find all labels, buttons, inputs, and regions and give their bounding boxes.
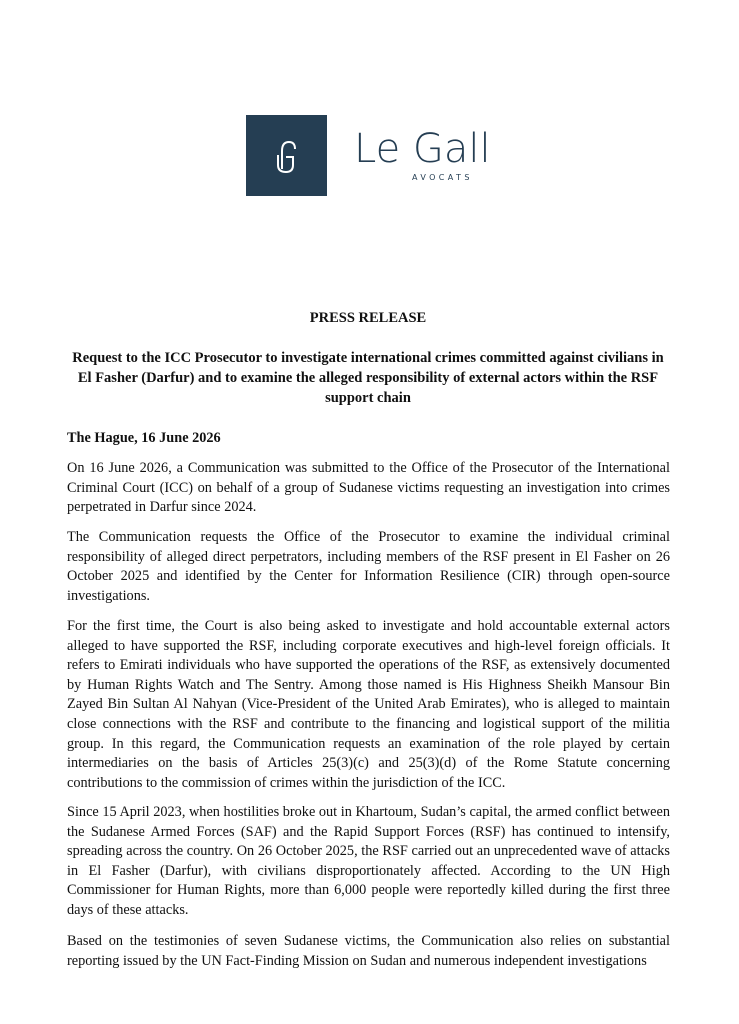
paragraph: Since 15 April 2023, when hostilities broke out in Khartoum, Sudan’s capital, the armed conflict between the Sudanese Armed Forces (SAF) and the Rapid Support Forces (RSF) has continued to intensify, spreading across the country. On 26 October 2025, the RSF carried out an unprecedented wave of attacks in El Fasher (Darfur), with civilians disproportionately affected. According to the UN High Commissioner for Human Rights, more than 6,000 people were reportedly killed during the first three days of these attacks. [67, 804, 670, 918]
paragraph: Based on the testimonies of seven Sudanese victims, the Communication also relies on substantial reporting issued by the UN Fact-Finding Mission on Sudan and numerous independent investigations [67, 933, 670, 969]
document-title: PRESS RELEASE [309, 310, 427, 326]
paragraph: On 16 June 2026, a Communication was submitted to the Office of the Prosecutor of the International Criminal Court (ICC) on behalf of a group of Sudanese victims requesting an investigation into crimes perpetrated in Darfur since 2024. [67, 460, 670, 516]
paragraph: For the first time, the Court is also being asked to investigate and hold accountable external actors alleged to have supported the RSF, including corporate executives and high-level foreign officials. It refers to Emirati individuals who have supported the operations of the RSF, as extensively documented by Human Rights Watch and The Sentry. Among those named is His Highness Sheikh Mansour Bin Zayed Bin Sultan Al Nahyan (Vice-President of the United Arab Emirates), who is alleged to maintain close connections with the RSF and contribute to the financing and logistical support of the militia group. In this regard, the Communication requests an examination of the role played by certain intermediaries on the basis of Articles 25(3)(c) and 25(3)(d) of the Rome Statute concerning contributions to the commission of crimes within the jurisdiction of the ICC. [67, 618, 670, 791]
document-headline: Request to the ICC Prosecutor to investigate international crimes committed against civilians in El Fasher (Darfur) and to examine the alleged responsibility of external actors within the RSF support chain [72, 350, 664, 406]
logo-monogram-icon [246, 115, 327, 196]
le-gall-logo [246, 115, 496, 197]
dateline: The Hague, 16 June 2026 [67, 430, 221, 446]
logo-name: Le Gall [354, 126, 491, 172]
paragraph: The Communication requests the Office of the Prosecutor to examine the individual criminal responsibility of alleged direct perpetrators, including members of the RSF present in El Fasher on 26 October 2025 and identified by the Center for Information Resilience (CIR) through open-source investigations. [67, 529, 670, 604]
logo-subtitle: AVOCATS [412, 173, 473, 182]
